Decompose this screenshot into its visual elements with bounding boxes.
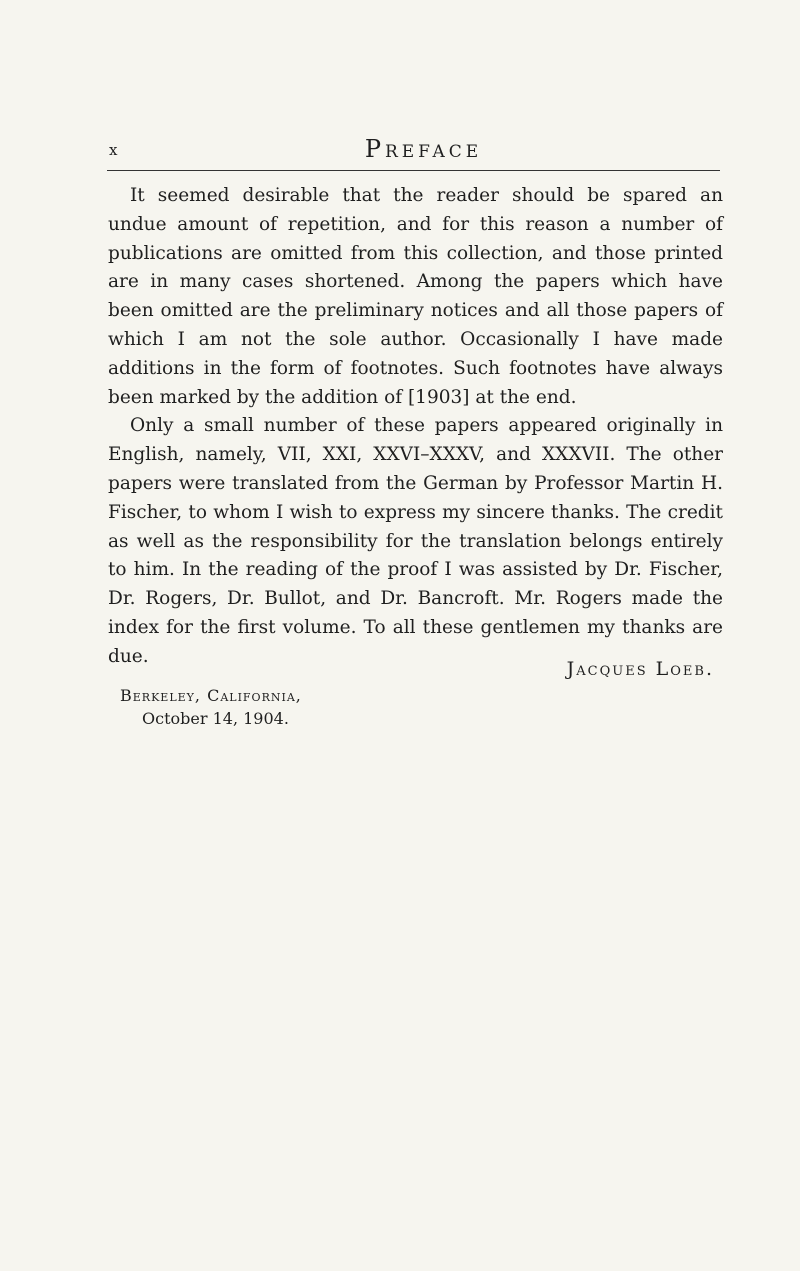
header-rule [107, 170, 720, 171]
running-head: Preface [364, 135, 483, 163]
body-text [108, 182, 723, 672]
author-signature: Jacques Loeb. [566, 658, 714, 680]
paragraph-1: It seemed desirable that the reader should be spared an undue amount of repetition, and for this reason a number of publications are omitted from this collection, and those printed are in many cases shortened. Among the papers which have been omitted are the preliminary notices and all those papers of which I am not the sole author. Occasionally I have made additions in the form of footnotes. Such footnotes have always been marked by the addition of [1903] at the end. [108, 185, 723, 408]
page-header [107, 135, 720, 169]
place-line: Berkeley, California, [120, 686, 302, 705]
page-number: x [109, 141, 119, 159]
date-line: October 14, 1904. [142, 709, 289, 728]
paragraph-2: Only a small number of these papers appeared originally in English, namely, VII, XXI, XXVI–XXXV, and XXXVII. The other papers were translated from the German by Professor Martin H. Fischer, to whom I wish to express my sincere thanks. The credit as well as the responsibility for the translation belongs entirely to him. In the reading of the proof I was assisted by Dr. Fischer, Dr. Rogers, Dr. Bullot, and Dr. Bancroft. Mr. Rogers made the index for the first volume. To all these gentlemen my thanks are due. [108, 415, 723, 667]
